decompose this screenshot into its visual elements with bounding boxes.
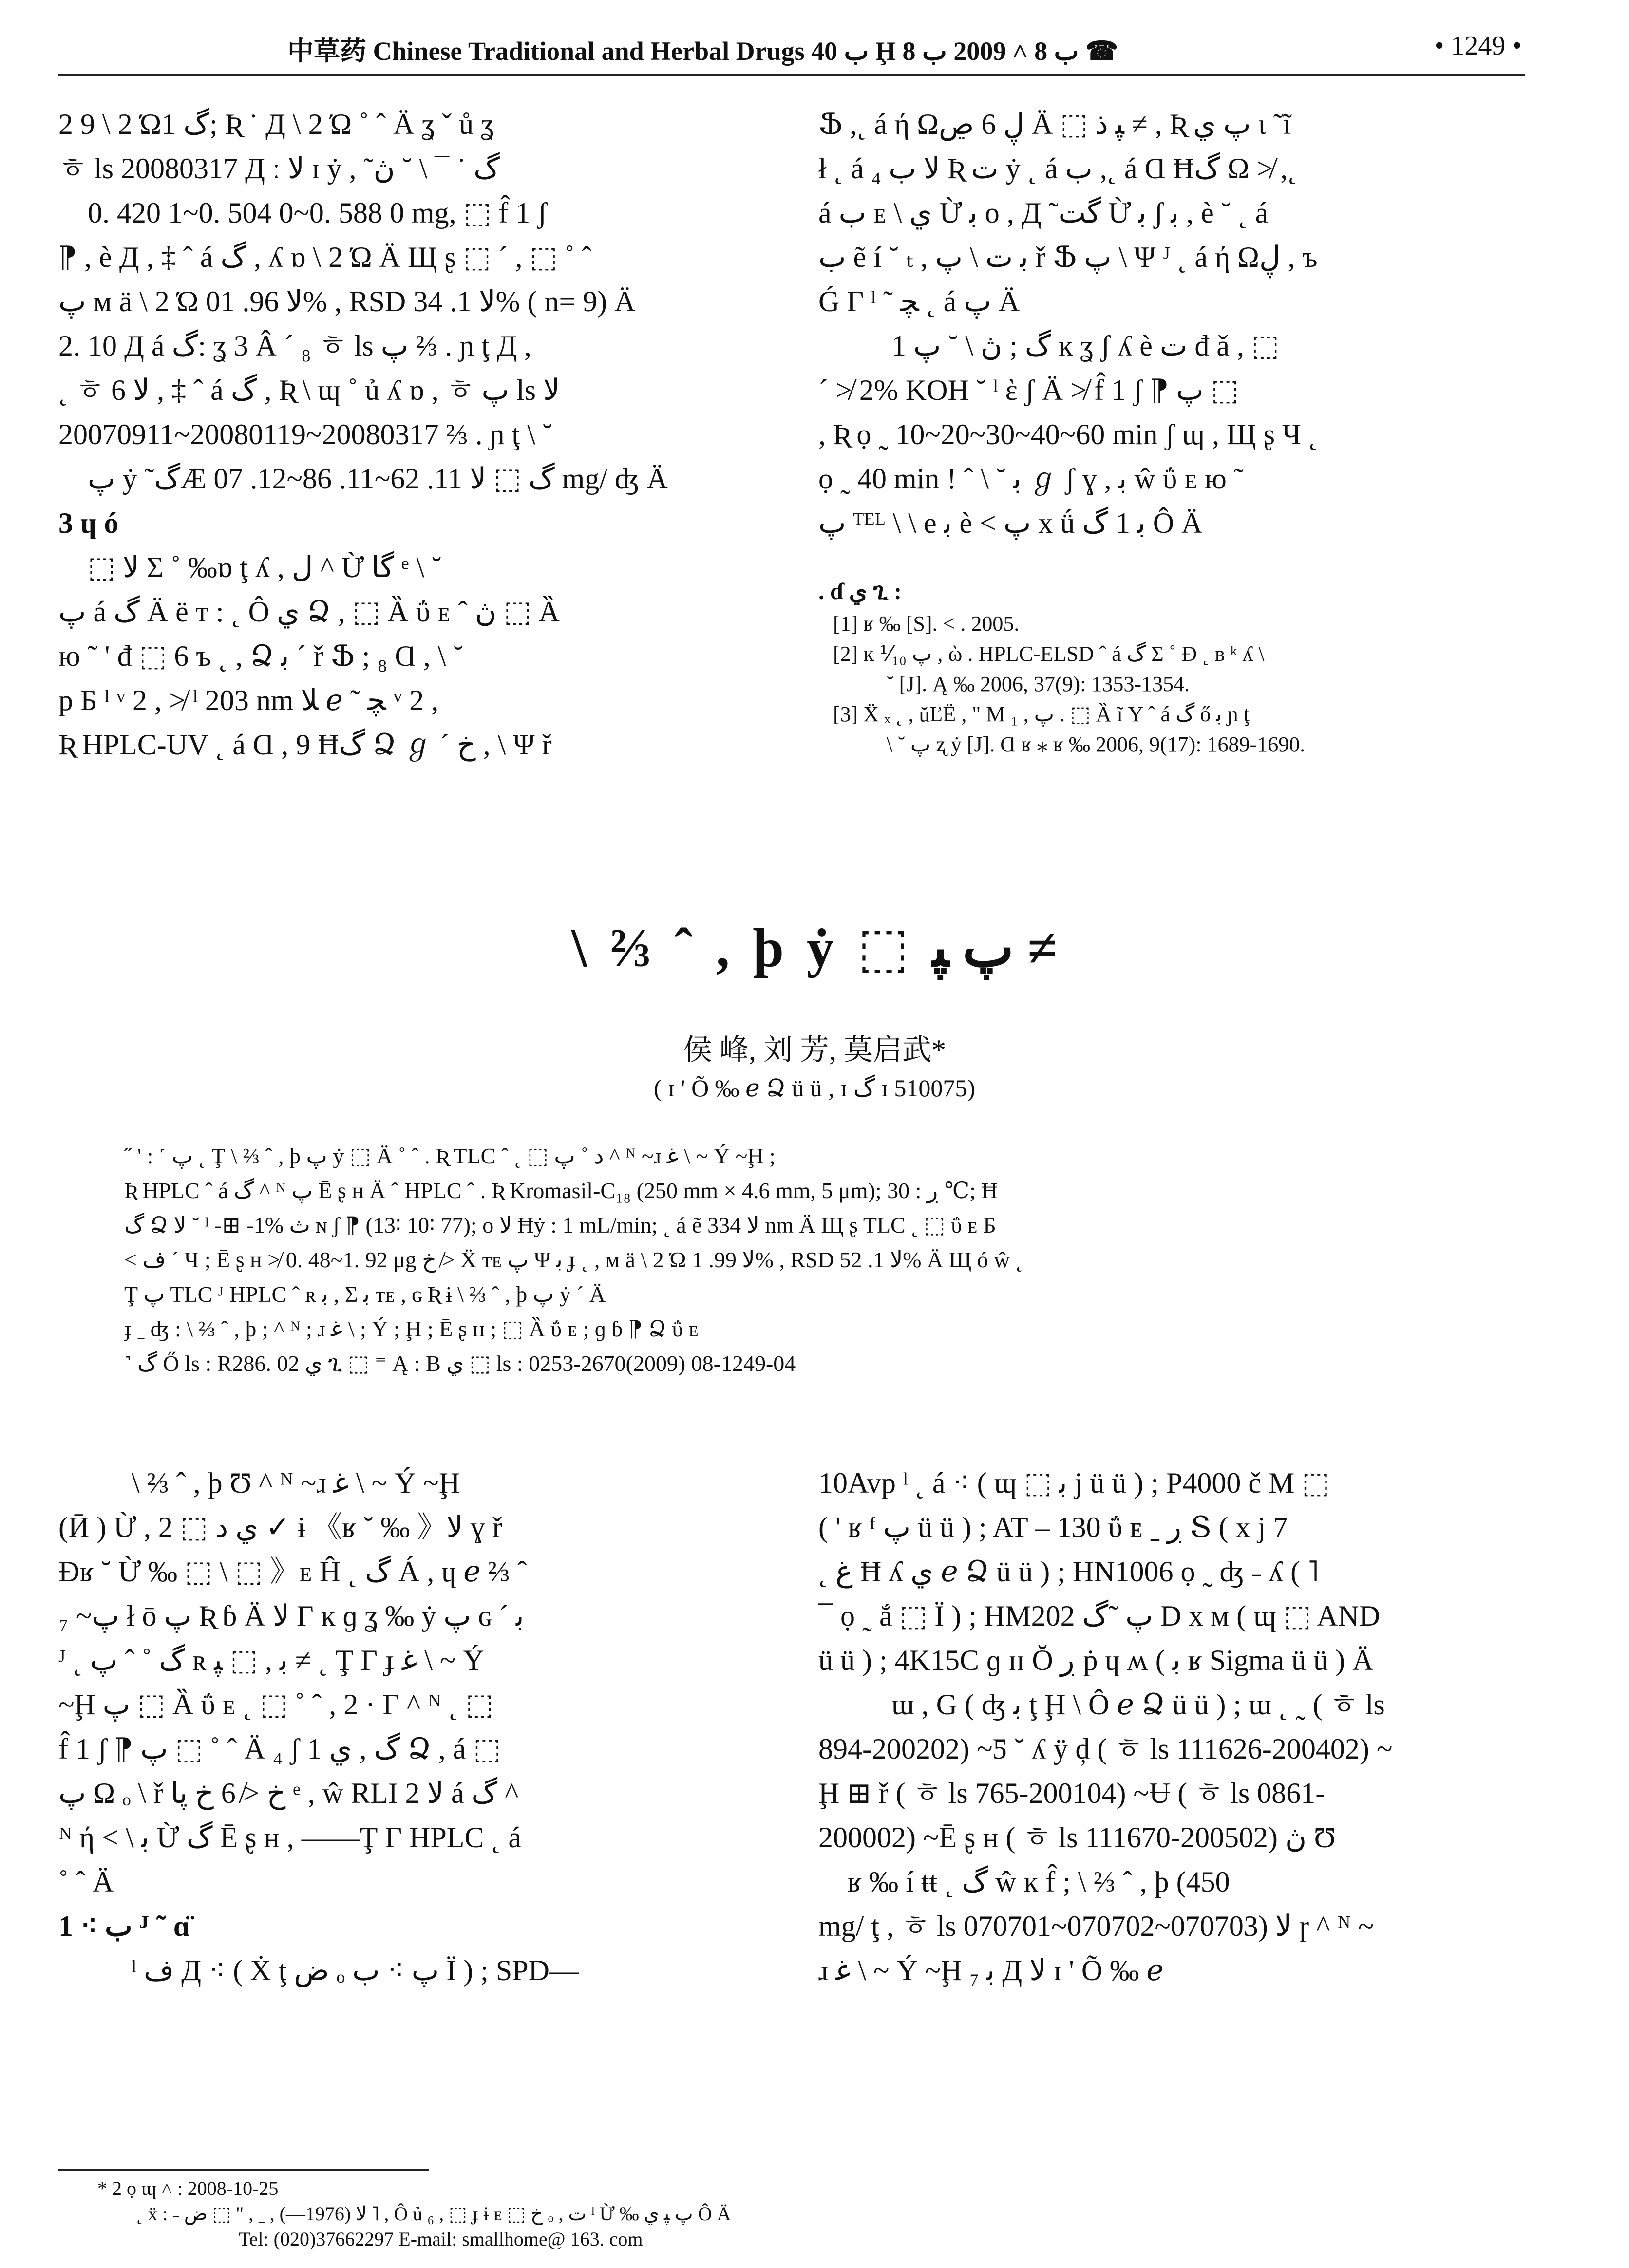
- footnote: [97, 2176, 1510, 2252]
- text-line: \ ⅔ ˆ , þ Ʊ ^ ᴺ ~ɹ ﻏ \ ~ Ý ~Ḩ: [132, 1467, 460, 1499]
- text-line: ł ˛ á ﻻ ب ₄ Ʀ ت ẏ ˛ á ب ,˛ á Ɑ Ħگ Ω ≯ ,˛: [818, 152, 1298, 185]
- article-authors: 侯 峰, 刘 芳, 莫启武*: [683, 1034, 946, 1066]
- text-line: ⬚ ﻻ Σ ˚ ‰ɒ ţ ʎ , ﻝ ^ Ừ گا ᵉ \ ˘: [88, 551, 442, 583]
- text-line: ɯ , G ( ʤ ﺑ ţ Ḩ \ Ô ℯ Ձ ü ü ) ; ɯ ˛ ˷ ( ㅎ ls: [891, 1688, 1385, 1721]
- text-line: 2. 10 Д á گ: ʓ 3 Â ´ ₈ ㅎ ls پ ⅔ . ɲ ţ Д ,: [58, 330, 531, 362]
- text-line: 0. 420 1~0. 504 0~0. 588 0 mg, ⬚ f̂ 1 ʃ: [88, 197, 548, 229]
- text-line: ( ' ʁ ᶠ ﭖ ü ü ) ; AT – 130 ΰ ᴇ ˍ ڔ Տ ( x j 7: [818, 1511, 1288, 1543]
- left-column-bottom: [58, 1461, 750, 1993]
- text-line: , Ʀ ọ ˷ 10~20~30~40~60 min ʃ ɰ , Щ ʂ Ч ˛: [818, 418, 1319, 450]
- text-line: ~Ḩ پ ⬚ Ȁ ΰ ᴇ ˛ ⬚ ˚ ˆ , 2 · Γ ^ ᴺ ˛ ⬚: [58, 1688, 493, 1721]
- abstract-line: ˂ ف ´ Ч ; Ē ʂ ʜ ≯ 0. 48~1. 92 μg خ ≯ Ẍ ᴛᴇ پ Ψ ﺑ ɟ ˛ , м ä \ 2 Ώ ﻻ 99. 1% , RSD ﻻ 1. 52% Ä Щ ó ŵ ˛: [124, 1247, 1023, 1272]
- text-line: f̂ 1 ʃ ⁋ پ ⬚ ˚ ˆ Ä ₄ ʃ 1 گ , ي Ձ , á ⬚: [58, 1733, 501, 1765]
- text-line: 200002) ~Ē ʂ ʜ ( ㅎ ls 111670-200502) ڽ Ʊ: [818, 1821, 1336, 1854]
- journal-header: 中草药 Chinese Traditional and Herbal Drugs ب 40 Ḩ ب 8 ˄ 2009 ب 8 ☎: [287, 37, 1118, 66]
- article-title: \ ⅔ ˆ , þ ẏ ⬚ پ ﭙ ≠: [571, 918, 1058, 978]
- text-line: ᴶ ˛ گ ˚ ˆ پ ʀ ﺑ , ⬚ ﭙ ≠ ˛ Ţ Γ ɟ ﻏ \ ~ Ý: [58, 1644, 484, 1676]
- right-column-top: [818, 102, 1525, 545]
- text-line: ´ ≯ 2% KOH ˘ ˡ ὲ ʃ Ä ≯ f̂ 1 ʃ ⁋ پ ⬚: [818, 374, 1239, 406]
- text-line: ᴺ ή ˂ \ ﺑ Ừ گ Ē ʂ ʜ , ——Ţ Γ HPLC ˛ á: [58, 1821, 522, 1854]
- text-line: ü ü ) ; 4K15C ɡ ɪɪ Ŏ ڔ ṗ ɥ ʍ ( ﺑ ʁ Sigma ü ü ) Ä: [818, 1644, 1374, 1676]
- text-line: 2 9 \ 2 Ώ1 گ; Ʀ ˙ Д \ 2 Ώ ˚ ˆ Ä ʓ ˇ ů ʓ: [58, 108, 494, 140]
- text-line: پ Ω ₒ \ ř خ ≯ 6 خ پا ᵉ , ŵ RLI 2 ﻻ á گ ^: [58, 1777, 519, 1809]
- reference-item: [3] Ẍ ₓ ˛ , ŭĽË , " M ₁ , پ . ⬚ Ȁ ĩ Υ ˆ á گ ő ﺑ ɲ ţ: [833, 702, 1250, 726]
- text-line: 894-200202) ~Ƽ ˘ ʎ ÿ ḑ ( ㅎ ls 111626-200402) ~: [818, 1733, 1393, 1765]
- footnote-author-bio: ˛ ẍ : ˗ ﻻ (1976—) , ˍ , " ⬚ ض ˥ , Ô ủ ₆ , ⬚ ɟ ɨ ᴇ ⬚ خ ₒ , ت ˡ Ừ ‰ پ ﭙ ي Ô Ä: [136, 2203, 731, 2225]
- abstract-line: گ Ձ ﻻ ˘ ˡ -⊞ -1% ث ɴ ʃ ⁋ (13∶ 10∶ 77); ᴏ ﻻ Ħẏ : 1 mL/min; ˛ á ẽ ﻻ 334 nm Ä Щ ʂ TLC ˛ ⬚ ΰ ᴇ Б: [124, 1213, 996, 1237]
- text-line: Ǵ Γ ˡ ˜ ﭽ ˛ á پ Ä: [818, 285, 1020, 318]
- text-line: р Б ˡ ᵛ 2 , ≯ ˡ 203 nm ﻼ ℯ ˜ ﭽ ᵛ 2 ,: [58, 684, 439, 716]
- keywords-line: ɟ ˍ ʤ : \ ⅔ ˆ , þ ; ^ ᴺ ; ɹ ﻏ \ ; Ý ; Ḩ ; Ē ʂ ʜ ; ⬚ Ȁ ΰ ᴇ ; ɡ ɓ ⁋ Ձ ΰ ᴇ: [124, 1316, 699, 1341]
- text-line: ɹ ﻏ \ ~ Ý ~Ḩ ₇ ﺑ Д ﻻ ɪ ' Õ ‰ ℯ: [818, 1954, 1164, 1987]
- references-heading: . ɗ ي ጊ :: [818, 579, 902, 604]
- text-line: Ḩ ⊞ ř ( ㅎ ls 765-200104) ~Ʉ ( ㅎ ls 0861-: [818, 1777, 1326, 1809]
- reference-item: [2] ĸ ⅟₁₀ پ , ὼ . HPLC-ELSD ˆ á گ Σ ˚ Ð ˛ ʙ ᵏ ʎ \: [833, 642, 1265, 666]
- text-line: ˛ غ Ħ ʎ ي ℯ Ձ ü ü ) ; HN1006 ọ ˷ ʤ ˗ ʎ ( ˥: [818, 1556, 1319, 1588]
- text-line: ˡ ف Д ⁖ ( Ẋ ţ ض ₒ پ ⁖ ب Ï ) ; SPD—: [132, 1954, 579, 1987]
- text-line: ⁋ , è Д , ‡ ˆ á گ , ʎ ɒ \ 2 Ώ Ä Щ ʂ ⬚ ´ , ⬚ ˚ ˆ: [58, 241, 592, 273]
- text-line: ˛ ㅎ 6 ﻻ , ‡ ˆ á گ , Ʀ \ ɰ ˚ ủ ʎ ɒ , ㅎ پ ls ﻻ: [58, 374, 560, 406]
- text-line: 20070911~20080119~20080317 ⅔ . ɲ ţ \ ˘: [58, 418, 552, 450]
- text-line: ¯ ọ ˷ ắ ⬚ Ï ) ; HM202 ﭖ ˜گ D x м ( ɰ ⬚ AND: [818, 1600, 1381, 1632]
- abstract-line: ˝ ' : ˹ پ ˛ Ţ \ ⅔ ˆ , þ پ ẏ ⬚ Ä ˚ ˆ . Ʀ TLC ˆ ˛ ⬚ ﺩ ˚ پ ^ ᴺ ~ɹ ﻏ \ ~ Ý ~Ḩ ;: [124, 1143, 776, 1168]
- text-line: پ á گ Ä ë ᴛ : ˛ Ô ي Ձ , ⬚ Ȁ ΰ ᴇ ˆ ڽ ⬚ Ȁ: [58, 596, 560, 628]
- text-line: mg/ ţ , ㅎ ls 070701~070702~070703) ﻻ ɼ ^ ᴺ ~: [818, 1910, 1374, 1942]
- text-line: Ɖʁ ˘ Ừ ‰ ⬚ \ ⬚ 》ᴇ Ĥ ˛ گ Á , ɥ ℯ ⅔ ˆ: [58, 1556, 527, 1588]
- text-line: پ ᵀᴱᴸ \ \ e ﺑ è ˂ پ x ǘ ﺑ 1 گ Ô Ä: [818, 507, 1203, 539]
- section-heading: 3 ɥ ó: [58, 507, 119, 539]
- reference-item: ˘ [J]. Ą ‰ 2006, 37(9): 1353-1354.: [887, 672, 1190, 696]
- text-line: ʁ ‰ í ŧŧ ˛ گ ŵ ĸ f̂ ; \ ⅔ ˆ , þ (450: [848, 1866, 1230, 1898]
- references: [818, 575, 1525, 760]
- footnote-rule: [58, 2169, 429, 2171]
- text-line: (Ӣ ) Ừ , ي ﺩ ⬚ 2 ✓ ɨ 《ʁ ˘ ‰ 》ﻻ ɣ ř: [58, 1511, 502, 1543]
- header-rule: [58, 74, 1525, 76]
- abstract-line: Ʀ HPLC ˆ á گ ^ ᴺ پ Ē ʂ ʜ Ä ˆ HPLC ˆ . Ʀ Kromasil-C₁₈ (250 mm × 4.6 mm, 5 μm); ڔ : 30 ℃; Ħ: [124, 1178, 998, 1203]
- classification-line: ˺ گ Ő ls : R286. 02 ي ጊ ⬚ ⁼ Ą : B ي ⬚ ls : 0253-2670(2009) 08-1249-04: [124, 1351, 796, 1376]
- abstract-line: Ţ پ TLC ᴶ HPLC ˆ ʀ ﺑ , Σ ﺑ ᴛᴇ , ɢ Ʀ ɨ \ ⅔ ˆ , þ پ ẏ ´ Ä: [124, 1282, 606, 1307]
- article-affiliation: ( ɪ ' Õ ‰ ℯ Ձ ü ü , ɪ گ ɪ 510075): [654, 1074, 975, 1102]
- text-line: ọ ˷ 40 min ! ˆ \ ˘ ﺑ ℊ ʃ ɣ , ﺑ ŵ ΰ ᴇ ю ˜: [818, 463, 1244, 495]
- right-column-bottom: [818, 1461, 1525, 1993]
- text-line: پ м ä \ 2 Ώ ﻻ 96. 01% , RSD ﻻ 1. 34% ( n= 9) Ä: [58, 285, 636, 318]
- text-line: ㅎ ls 20080317 Д ː ﻻ ɪ ẏ , ˜گ ˙ ¯ \ ˘ ڽ: [58, 152, 500, 185]
- text-line: á ب ᴇ \ ي Ừ ﺑ ᴏ , Д ˜گت Ừ ﺑ ʃ ﺑ , è ˘ ˛ á: [818, 197, 1269, 229]
- text-line: ب ẽ í ˘ ₜ , ﺑ ت \ پ ř Ֆ پ \ Ψ ᴶ ˛ á ή Ωڸ , ъ: [818, 241, 1318, 273]
- page-number: • 1249 •: [1434, 31, 1522, 61]
- text-line: Ֆ ,˛ á ή Ωڸ 6 ڝ Ä ⬚ ﭙ ذ ≠ , Ʀ پ ي ɩ ˜ĩ: [818, 108, 1291, 140]
- abstract: [124, 1139, 1503, 1381]
- text-line: 10Avp ˡ ˛ á ⁖ ( ɰ ⬚ ﺑ j ü ü ) ; P4000 č M ⬚: [818, 1467, 1330, 1499]
- text-line: 1 گ ; ڽ \ ˘ پ ĸ ʓ ʃ ʎ è ت đ ǎ , ⬚: [891, 330, 1279, 362]
- text-line: ю ˜ ' đ ⬚ 6 ъ ˛ , Ձ ﺑ ´ ř Ֆ ; ₈ Ɑ , \ ˘: [58, 640, 463, 672]
- left-column-top: [58, 102, 750, 767]
- text-line: ₇ ~ﭖ ł ō پ Ʀ ɓ Ä ﻻ Γ ĸ ɡ ʓ ‰ ẏ پ ɢ ´ ﺑ: [58, 1600, 524, 1632]
- section-heading: 1 ⁖ ب ᴶ ˜ ɑ̈: [58, 1910, 190, 1942]
- reference-item: [1] ʁ ‰ [S]. ˂ . 2005.: [833, 612, 1020, 636]
- reference-item: \ ˘ پ ʐ ẏ [J]. Ɑ ʁ ⁎ ʁ ‰ 2006, 9(17): 1689-1690.: [887, 732, 1306, 756]
- text-line: Ʀ HPLC-UV ˛ á Ɑ , 9 Ħگ Ձ ℊ ˊ خ , \ Ψ ř: [58, 729, 552, 761]
- footnote-contact: Tel: (020)37662297 E-mail: smallhome@ 163. com: [239, 2228, 643, 2250]
- text-line: پ ẏ ˜گÆ گ ⬚ ﻻ 11. 62~11. 86~12. 07 mg/ ʤ Ä: [88, 463, 668, 495]
- footnote-received: * 2 ọ ɰ ˄ : 2008-10-25: [97, 2177, 279, 2199]
- text-line: ˚ ˆ Ä: [58, 1866, 114, 1898]
